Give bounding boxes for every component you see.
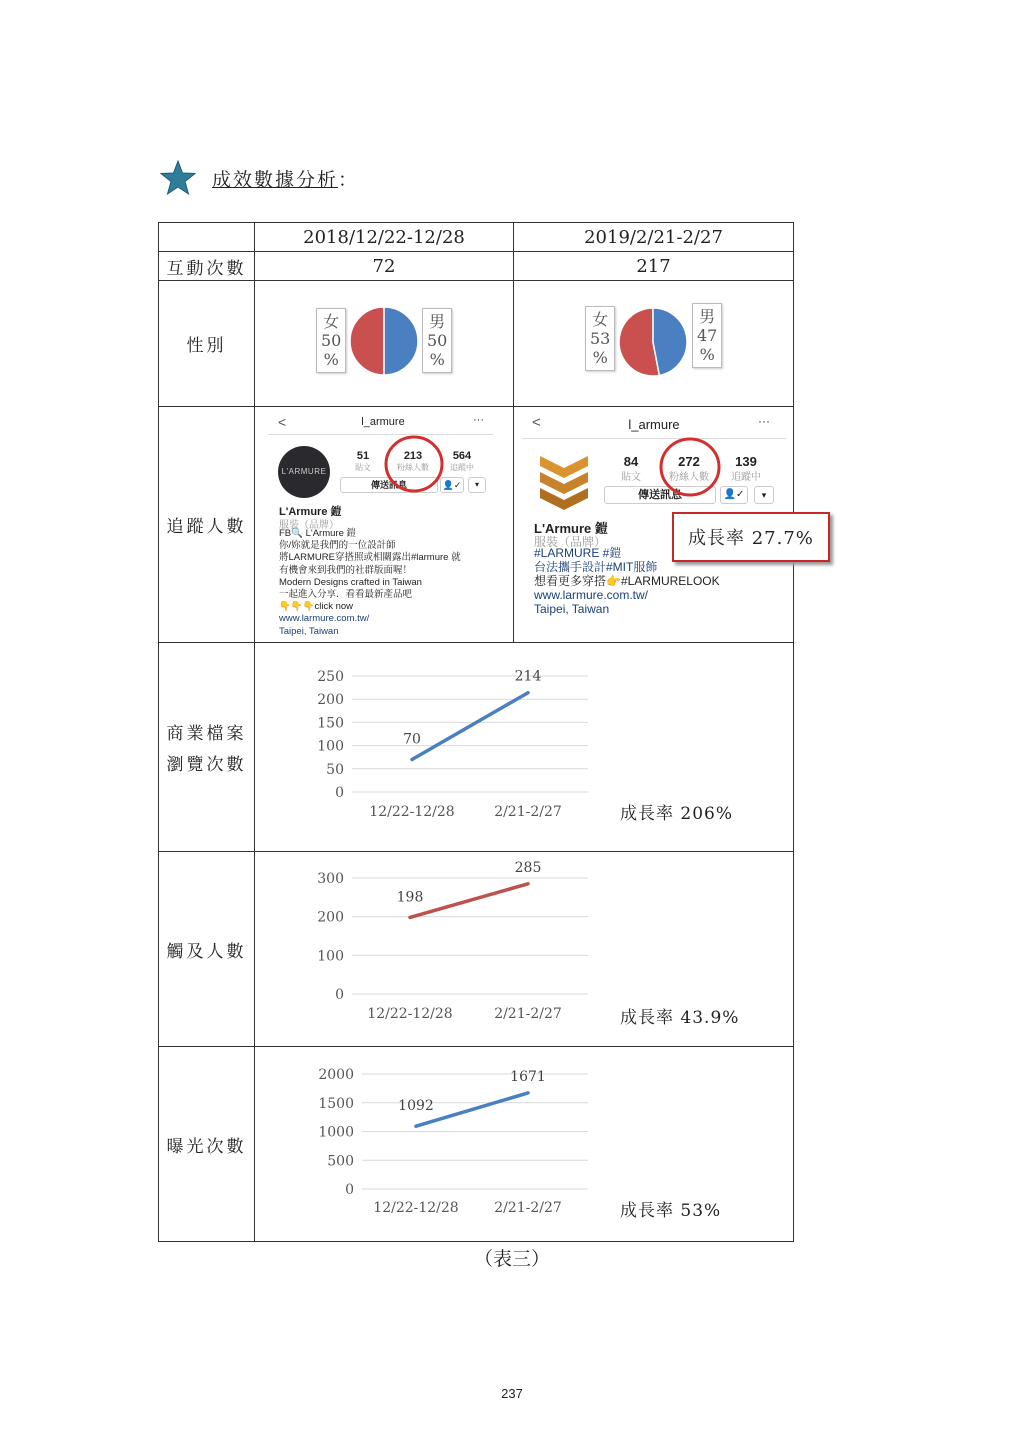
row-label-profile-views [159,643,255,852]
profile-category: 服裝（品牌） [279,520,339,531]
dropdown-button[interactable] [754,486,774,504]
gender-pie-1 [348,305,420,377]
corner-cell [159,223,255,252]
profile-views-label-line1: 商業檔案 [166,724,247,744]
y-tick-label: 200 [317,692,344,709]
back-icon[interactable]: < [278,414,287,430]
reach-growth-rate: 成長率 43.9% [620,1008,740,1028]
female-label-2 [585,306,615,371]
interactions-value-1: 72 [255,252,514,281]
female-slice [350,307,384,375]
profile-username: l_armure [628,417,680,432]
followers-label: 粉絲人數 [397,463,429,472]
page-number: 237 [501,1386,523,1401]
female-label-1 [316,308,346,373]
x-category-label: 12/22-12/28 [367,1006,453,1022]
profile-website-link[interactable]: www.larmure.com.tw/ [534,588,649,602]
female-unit: % [323,350,339,369]
y-tick-label: 250 [317,669,344,685]
male-slice [653,308,687,375]
male-unit: % [429,350,445,369]
x-category-label: 12/22-12/28 [369,804,455,820]
male-unit: % [699,345,715,364]
male-label-1 [422,308,452,373]
back-icon[interactable]: < [532,414,541,431]
section-title: 成效數據分析 [212,168,339,191]
impressions-line-chart [300,1054,600,1224]
column-header-period-1: 2018/12/22-12/28 [255,223,514,252]
male-label-text: 男 [699,307,716,326]
data-point [527,1091,530,1094]
following-status-button[interactable] [720,486,748,504]
row-label-impressions: 曝光次數 [159,1047,255,1242]
male-label-text: 男 [429,312,446,331]
bio-line: 想看更多穿搭👉#LARMURELOOK [534,574,720,588]
profile-username: l_armure [361,416,405,428]
data-point [415,1125,418,1128]
x-category-label: 12/22-12/28 [373,1200,459,1216]
data-point [527,691,530,694]
bio-line: #LARMURE #鎧 [534,546,622,560]
following-label: 追蹤中 [731,472,761,483]
data-label: 1092 [398,1098,434,1115]
series-line [412,693,528,760]
dropdown-button[interactable] [468,477,486,493]
profile-views-growth-rate: 成長率 206% [620,804,734,824]
gender-pie-2 [617,306,689,378]
male-value: 47 [697,326,718,345]
posts-label: 貼文 [355,463,371,472]
male-value: 50 [427,331,448,350]
y-tick-label: 200 [317,909,344,926]
send-message-button[interactable]: 傳送訊息 [604,486,716,504]
impressions-growth-rate: 成長率 53% [620,1201,722,1221]
y-tick-label: 100 [317,738,344,755]
send-message-button[interactable]: 傳送訊息 [340,477,438,493]
brand-logo-icon [536,448,592,512]
following-count: 139 [735,454,757,469]
caret-down-icon: ▾ [474,480,479,489]
data-point [411,758,414,761]
data-point [527,882,530,885]
male-slice [384,307,418,375]
y-tick-label: 0 [335,987,344,1003]
column-header-period-2: 2019/2/21-2/27 [514,223,794,252]
following-label: 追蹤中 [450,463,474,472]
posts-count: 51 [356,450,370,462]
y-tick-label: 500 [327,1153,354,1170]
profile-location[interactable]: Taipei, Taiwan [534,602,610,616]
followers-highlight-circle [658,436,722,498]
instagram-profile-screenshot-1 [268,412,498,640]
profile-category: 服裝（品牌） [534,535,607,549]
bio-line: FB🔍 L'Armure 鎧 [279,528,356,539]
bio-line: 你/妳就是我們的一位設計師 [279,540,396,552]
followers-growth-callout: 成長率 27.7% [672,512,830,562]
profile-website-link[interactable]: www.larmure.com.tw/ [279,613,370,625]
y-tick-label: 0 [345,1182,354,1198]
row-label-gender: 性別 [159,281,255,407]
bio-line: 有機會來到我們的社群版面喔！ [279,564,413,576]
data-point [409,916,412,919]
followers-highlight-circle [383,434,445,494]
profile-avatar: L'ARMURE [278,446,330,498]
data-label: 1671 [510,1068,546,1085]
female-unit: % [592,348,608,367]
reach-line-chart [300,858,600,1028]
more-options-icon[interactable]: ··· [758,414,770,428]
y-tick-label: 2000 [318,1067,354,1083]
followers-label: 粉絲人數 [669,472,709,483]
profile-name: L'Armure 鎧 [534,521,608,536]
female-value: 53 [590,329,611,348]
row-label-interactions: 互動次數 [159,252,255,281]
person-check-icon: 👤✓ [723,489,745,500]
y-tick-label: 50 [326,761,344,778]
posts-label: 貼文 [621,472,641,483]
bio-line: 台法攜手設計#MIT服飾 [534,560,658,574]
y-tick-label: 1000 [318,1124,354,1141]
x-category-label: 2/21-2/27 [494,804,562,820]
x-category-label: 2/21-2/27 [494,1200,562,1216]
person-check-icon: 👤✓ [442,480,462,490]
y-tick-label: 1500 [318,1095,354,1112]
y-tick-label: 100 [317,948,344,965]
profile-location[interactable]: Taipei, Taiwan [279,625,339,637]
row-label-followers: 追蹤人數 [159,407,255,643]
bio-line: Modern Designs crafted in Taiwan [279,576,422,588]
header-divider [268,434,493,435]
interactions-value-2: 217 [514,252,794,281]
section-heading [160,160,357,196]
profile-name: L'Armure 鎧 [279,506,342,518]
y-tick-label: 0 [335,785,344,801]
x-category-label: 2/21-2/27 [494,1006,562,1022]
bio-line: 👇👇👇click now [279,601,354,613]
bio-line: 一起進入分享．看看最新產品吧 [279,589,413,601]
star-icon [160,160,196,196]
bio-line: 將LARMURE穿搭照或相關露出#larmure 就 [279,552,461,564]
table-caption: （表三） [473,1248,550,1270]
series-line [410,884,528,918]
followers-count: 272 [678,454,700,469]
female-label-text: 女 [323,312,340,331]
caret-down-icon: ▾ [761,490,767,500]
data-label: 214 [514,668,542,685]
posts-count: 84 [623,454,639,469]
male-label-2 [692,303,722,368]
more-options-icon[interactable]: ··· [473,414,484,426]
data-label: 198 [396,889,424,906]
header-divider [522,438,786,439]
y-tick-label: 150 [317,715,344,732]
section-colon: ： [338,168,358,191]
female-label-text: 女 [592,310,609,329]
following-count: 564 [452,450,472,462]
data-label: 70 [403,731,421,748]
profile-views-label-line2: 瀏覽次數 [166,755,247,775]
data-label: 285 [514,859,542,876]
row-label-reach: 觸及人數 [159,852,255,1047]
female-value: 50 [321,331,342,350]
profile-bio [279,528,461,638]
y-tick-label: 300 [317,871,344,887]
profile-views-line-chart [300,658,600,828]
followers-count: 213 [403,450,423,462]
